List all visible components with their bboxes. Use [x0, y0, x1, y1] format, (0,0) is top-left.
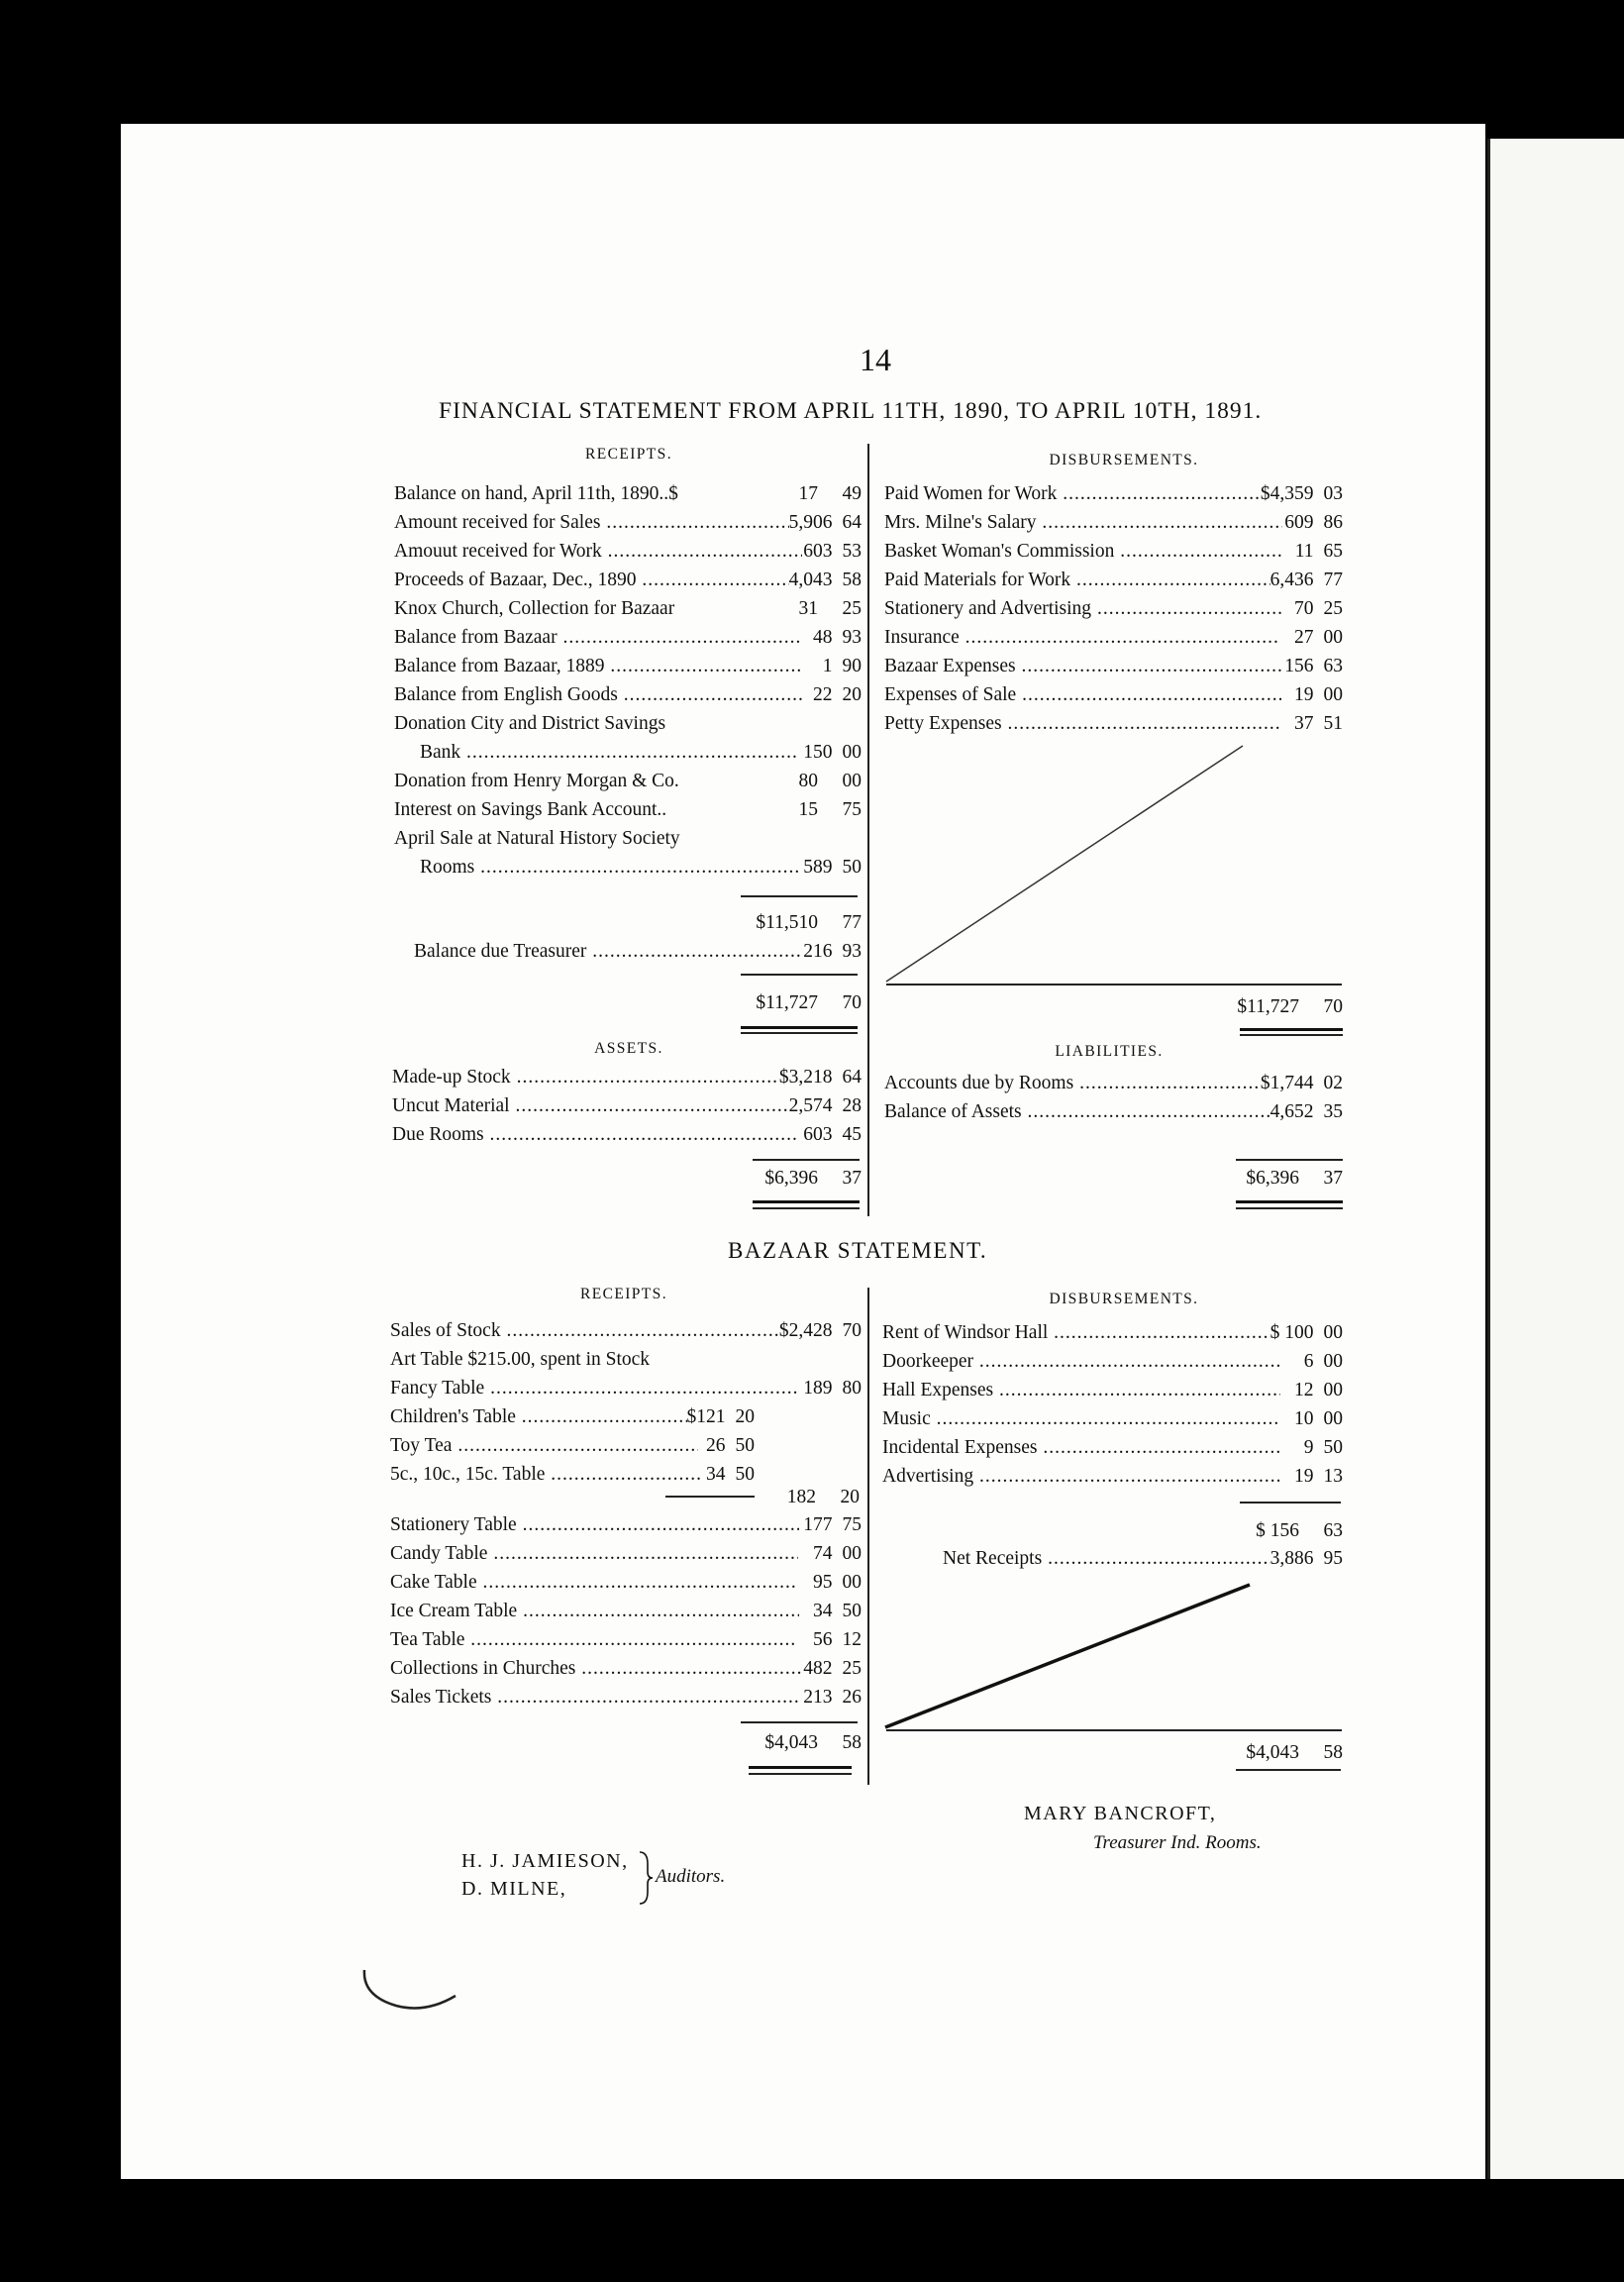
- row-label: Balance of Assets .....: [884, 1098, 1270, 1125]
- row-label: Bank .....: [394, 739, 798, 766]
- row-cents: [818, 1346, 862, 1373]
- row-label: Bazaar Expenses .....: [884, 653, 1281, 679]
- row-cents: 53: [842, 541, 862, 562]
- ledger-row: [390, 1598, 862, 1624]
- row-label: Hall Expenses .....: [882, 1377, 1280, 1403]
- double-rule-2: [1240, 1034, 1343, 1036]
- double-rule-2: [1236, 1207, 1343, 1209]
- ledger-row: [394, 567, 862, 593]
- ledger-row: [884, 595, 1343, 622]
- ledger-row: [394, 480, 862, 507]
- ledger-row: [392, 1092, 862, 1119]
- row-dollars: 70: [1294, 598, 1314, 619]
- row-cents: 50: [735, 1464, 755, 1485]
- row-cents: 25: [842, 598, 862, 619]
- row-dollars: 22: [813, 684, 833, 705]
- row-cents: 50: [1323, 1437, 1343, 1458]
- liabilities-total-row: $6,396 37: [1246, 1168, 1343, 1189]
- row-cents: 50: [842, 1601, 862, 1621]
- row-label: Accounts due by Rooms .....: [884, 1070, 1261, 1096]
- bazaar-cancel-line: [881, 1577, 1258, 1735]
- row-label: Mrs. Milne's Salary .....: [884, 509, 1282, 536]
- ledger-row: [390, 1346, 862, 1373]
- document-page: [121, 124, 1485, 2179]
- receipts-heading: RECEIPTS.: [585, 446, 672, 463]
- double-rule: [1236, 1769, 1341, 1771]
- row-dollars: 37: [1294, 713, 1314, 734]
- row-cents: 77: [1323, 570, 1343, 590]
- auditor-name-1: H. J. JAMIESON,: [461, 1850, 629, 1872]
- row-cents: 90: [842, 656, 862, 676]
- row-dollars: 11: [1294, 541, 1314, 562]
- row-cents: 70: [842, 1320, 862, 1341]
- ledger-row: [394, 796, 862, 823]
- row-dollars: $3,218: [778, 1067, 833, 1088]
- row-label: Music .....: [882, 1405, 1278, 1432]
- row-label: Tea Table .....: [390, 1626, 797, 1653]
- row-cents: 26: [842, 1687, 862, 1708]
- ledger-row: [394, 681, 862, 708]
- row-dollars: 27: [1294, 627, 1314, 648]
- row-cents: [818, 825, 862, 852]
- auditor-name-2: D. MILNE,: [461, 1878, 567, 1900]
- ledger-row: [884, 624, 1343, 651]
- double-rule: [1236, 1200, 1343, 1203]
- row-cents: 28: [842, 1095, 862, 1116]
- ledger-row: [884, 653, 1343, 679]
- row-dollars: 34: [813, 1601, 833, 1621]
- row-dollars: 10: [1294, 1408, 1314, 1429]
- row-label: Art Table $215.00, spent in Stock: [390, 1349, 651, 1370]
- treasurer-title: Treasurer Ind. Rooms.: [1093, 1832, 1262, 1853]
- row-dollars: 95: [813, 1572, 833, 1593]
- row-label: Sales of Stock .....: [390, 1317, 779, 1344]
- row-label: Basket Woman's Commission .....: [884, 538, 1284, 565]
- row-dollars: 189: [803, 1378, 833, 1399]
- row-cents: 58: [842, 570, 862, 590]
- row-dollars: 17: [798, 483, 818, 504]
- net-receipts-row: Net Receipts ..... 3,886 95: [943, 1545, 1343, 1572]
- row-cents: 51: [1323, 713, 1343, 734]
- row-label: Petty Expenses .....: [884, 710, 1281, 737]
- ledger-row: [394, 653, 862, 679]
- row-dollars: 31: [798, 598, 818, 619]
- row-dollars: 4,652: [1269, 1101, 1314, 1122]
- liabilities-heading: LIABILITIES.: [1055, 1043, 1164, 1060]
- row-dollars: 56: [813, 1629, 833, 1650]
- ledger-row: [394, 538, 862, 565]
- row-dollars: 177: [803, 1514, 833, 1535]
- row-dollars: 589: [803, 857, 833, 878]
- row-cents: 00: [842, 1572, 862, 1593]
- bazaar-disbursements-heading: DISBURSEMENTS.: [1049, 1291, 1199, 1307]
- ledger-row: [390, 1569, 862, 1596]
- row-dollars: 5,906: [788, 512, 833, 533]
- ledger-row: [390, 1655, 862, 1682]
- row-cents: 63: [1323, 656, 1343, 676]
- total-rule: [741, 974, 858, 976]
- bazaar-receipts-heading: RECEIPTS.: [580, 1286, 667, 1302]
- row-dollars: 156: [1284, 656, 1314, 676]
- row-dollars: 48: [813, 627, 833, 648]
- row-cents: 35: [1323, 1101, 1343, 1122]
- disbursements-total-row: $11,727 70: [1237, 996, 1343, 1017]
- row-dollars: 12: [1294, 1380, 1314, 1400]
- row-dollars: 9: [1303, 1437, 1314, 1458]
- ledger-row: [394, 825, 862, 852]
- row-label: Due Rooms .....: [392, 1121, 798, 1148]
- assets-heading: ASSETS.: [594, 1040, 663, 1057]
- ledger-row: [394, 854, 862, 881]
- double-rule: [749, 1766, 852, 1769]
- ledger-row: [882, 1463, 1343, 1490]
- financial-statement-title: FINANCIAL STATEMENT FROM APRIL 11TH, 1890, TO APRIL 10TH, 1891.: [439, 398, 1263, 424]
- receipts-subtotal-row: $11,510 77: [756, 912, 862, 933]
- row-dollars: 213: [803, 1687, 833, 1708]
- page-number: 14: [860, 342, 891, 377]
- ledger-row: [884, 1098, 1343, 1125]
- row-label: Uncut Material .....: [392, 1092, 789, 1119]
- ledger-row: [390, 1684, 862, 1711]
- liabilities-rule: [1236, 1159, 1343, 1161]
- row-cents: 00: [1323, 1351, 1343, 1372]
- subtotal-rule: [741, 895, 858, 897]
- ledger-row: [394, 509, 862, 536]
- treasurer-name: MARY BANCROFT,: [1024, 1803, 1217, 1824]
- row-dollars: 2,574: [788, 1095, 833, 1116]
- double-rule: [1240, 1028, 1343, 1031]
- row-label: Donation from Henry Morgan & Co.: [394, 771, 679, 791]
- row-label: Ice Cream Table .....: [390, 1598, 799, 1624]
- disbursements-rule: [886, 984, 1342, 985]
- row-dollars: 80: [798, 771, 818, 791]
- row-label: Children's Table .....: [390, 1403, 687, 1430]
- bazaar-receipts-rule: [741, 1721, 858, 1723]
- row-cents: 64: [842, 1067, 862, 1088]
- row-label: Interest on Savings Bank Account..: [394, 799, 667, 820]
- row-label: Proceeds of Bazaar, Dec., 1890 .....: [394, 567, 789, 593]
- ledger-row: [884, 480, 1343, 507]
- double-rule-2: [741, 1032, 858, 1034]
- ledger-row: [884, 681, 1343, 708]
- column-divider: [867, 444, 869, 1216]
- ledger-row: [394, 624, 862, 651]
- row-cents: 45: [842, 1124, 862, 1145]
- ledger-row: [884, 710, 1343, 737]
- ledger-row: [390, 1403, 755, 1430]
- ledger-row: [390, 1317, 862, 1344]
- row-label: Balance from English Goods .....: [394, 681, 802, 708]
- row-dollars: [749, 1346, 818, 1373]
- row-dollars: 6: [1303, 1351, 1314, 1372]
- sub-items-total-row: 182 20: [786, 1487, 860, 1507]
- row-dollars: 1: [822, 656, 833, 676]
- ledger-row: [882, 1319, 1343, 1346]
- ledger-row: [882, 1348, 1343, 1375]
- ledger-row: [394, 768, 862, 794]
- ledger-row: [882, 1405, 1343, 1432]
- row-cents: 03: [1323, 483, 1343, 504]
- row-dollars: 34: [706, 1464, 726, 1485]
- row-cents: 86: [1323, 512, 1343, 533]
- ledger-row: [392, 1121, 862, 1148]
- row-cents: [818, 710, 862, 737]
- row-cents: 25: [842, 1658, 862, 1679]
- row-label: Collections in Churches .....: [390, 1655, 801, 1682]
- ink-mark: [356, 1966, 465, 2025]
- row-label: Paid Women for Work .....: [884, 480, 1261, 507]
- row-label: Sales Tickets .....: [390, 1684, 798, 1711]
- row-dollars: 6,436: [1269, 570, 1314, 590]
- row-cents: 50: [842, 857, 862, 878]
- row-label: Fancy Table .....: [390, 1375, 798, 1401]
- ledger-row: [390, 1432, 755, 1459]
- row-dollars: 603: [803, 541, 833, 562]
- row-label: Stationery and Advertising .....: [884, 595, 1284, 622]
- receipts-total-row: $11,727 70: [756, 992, 862, 1013]
- row-label: Doorkeeper .....: [882, 1348, 1280, 1375]
- row-dollars: [749, 825, 818, 852]
- row-cents: 49: [842, 483, 862, 504]
- row-label: Balance from Bazaar, 1889 .....: [394, 653, 802, 679]
- double-rule-2: [753, 1207, 860, 1209]
- row-cents: 13: [1323, 1466, 1343, 1487]
- double-rule-2: [749, 1773, 852, 1775]
- row-dollars: 603: [803, 1124, 833, 1145]
- row-label: April Sale at Natural History Society: [394, 828, 680, 849]
- ledger-row: [390, 1375, 862, 1401]
- ledger-row: [394, 595, 862, 622]
- bazaar-column-divider: [867, 1288, 869, 1785]
- ledger-row: [882, 1377, 1343, 1403]
- auditors-label: Auditors.: [656, 1866, 726, 1887]
- row-dollars: 15: [798, 799, 818, 820]
- ledger-row: [392, 1064, 862, 1090]
- row-dollars: $121: [686, 1406, 726, 1427]
- row-cents: 00: [842, 771, 862, 791]
- row-label: Balance on hand, April 11th, 1890..$: [394, 483, 678, 504]
- cancel-line: [884, 738, 1251, 985]
- row-dollars: $1,744: [1260, 1073, 1314, 1093]
- ledger-row: [884, 567, 1343, 593]
- row-cents: 80: [842, 1378, 862, 1399]
- disbursements-heading: DISBURSEMENTS.: [1049, 452, 1199, 468]
- row-cents: 00: [842, 742, 862, 763]
- ledger-row: [394, 710, 862, 737]
- row-label: Incidental Expenses .....: [882, 1434, 1282, 1461]
- auditors-brace: [636, 1850, 656, 1906]
- bazaar-statement-title: BAZAAR STATEMENT.: [728, 1238, 988, 1263]
- row-label: Candy Table .....: [390, 1540, 798, 1567]
- row-cents: 20: [842, 684, 862, 705]
- row-cents: 00: [1323, 1322, 1343, 1343]
- row-label: Cake Table .....: [390, 1569, 797, 1596]
- row-cents: 02: [1323, 1073, 1343, 1093]
- row-cents: 00: [1323, 1380, 1343, 1400]
- row-cents: 12: [842, 1629, 862, 1650]
- row-cents: 64: [842, 512, 862, 533]
- double-rule: [753, 1200, 860, 1203]
- assets-rule: [753, 1159, 860, 1161]
- row-label: Toy Tea .....: [390, 1432, 698, 1459]
- bazaar-receipts-total-row: $4,043 58: [764, 1732, 862, 1753]
- row-label: Knox Church, Collection for Bazaar: [394, 598, 675, 619]
- row-cents: 00: [842, 1543, 862, 1564]
- row-dollars: $4,359: [1260, 483, 1314, 504]
- row-label: Rent of Windsor Hall .....: [882, 1319, 1270, 1346]
- row-cents: 25: [1323, 598, 1343, 619]
- row-dollars: [749, 710, 818, 737]
- row-dollars: $2,428: [778, 1320, 833, 1341]
- ledger-row: [882, 1434, 1343, 1461]
- row-dollars: 19: [1294, 1466, 1314, 1487]
- row-cents: 65: [1323, 541, 1343, 562]
- row-label: Amount received for Sales .....: [394, 509, 789, 536]
- row-cents: 93: [842, 627, 862, 648]
- row-dollars: 150: [803, 742, 833, 763]
- row-label: Amouut received for Work .....: [394, 538, 802, 565]
- adjacent-page-edge: [1487, 139, 1624, 2179]
- row-dollars: 482: [803, 1658, 833, 1679]
- row-cents: 75: [842, 799, 862, 820]
- row-label: Balance from Bazaar .....: [394, 624, 801, 651]
- row-label: Advertising .....: [882, 1463, 1280, 1490]
- row-cents: 00: [1323, 1408, 1343, 1429]
- row-dollars: 74: [813, 1543, 833, 1564]
- row-cents: 00: [1323, 627, 1343, 648]
- row-label: 5c., 10c., 15c. Table .....: [390, 1461, 701, 1488]
- row-cents: 20: [735, 1406, 755, 1427]
- ledger-row: [394, 739, 862, 766]
- row-dollars: 609: [1284, 512, 1314, 533]
- balance-due-row: Balance due Treasurer ..... 216 93: [414, 938, 862, 965]
- row-label: Insurance .....: [884, 624, 1279, 651]
- ledger-row: [390, 1626, 862, 1653]
- row-cents: 00: [1323, 684, 1343, 705]
- row-label: Made-up Stock .....: [392, 1064, 779, 1090]
- row-label: Stationery Table .....: [390, 1511, 799, 1538]
- row-label: Rooms .....: [394, 854, 799, 881]
- bazaar-disb-subtotal-row: $ 156 63: [1256, 1520, 1343, 1541]
- row-label: Donation City and District Savings: [394, 713, 666, 734]
- ledger-row: [884, 538, 1343, 565]
- row-cents: 50: [735, 1435, 755, 1456]
- row-label: Expenses of Sale .....: [884, 681, 1281, 708]
- bazaar-disb-rule: [1240, 1502, 1341, 1504]
- double-rule: [741, 1026, 858, 1029]
- ledger-row: [884, 509, 1343, 536]
- bazaar-disb-bottom-rule: [886, 1729, 1342, 1731]
- ledger-row: [390, 1511, 862, 1538]
- row-dollars: 26: [706, 1435, 726, 1456]
- assets-total-row: $6,396 37: [764, 1168, 862, 1189]
- row-dollars: $ 100: [1269, 1322, 1314, 1343]
- ledger-row: [390, 1540, 862, 1567]
- row-dollars: 4,043: [788, 570, 833, 590]
- row-cents: 75: [842, 1514, 862, 1535]
- row-dollars: 19: [1294, 684, 1314, 705]
- ledger-row: [884, 1070, 1343, 1096]
- bazaar-disb-total-row: $4,043 58: [1246, 1742, 1343, 1763]
- row-label: Paid Materials for Work .....: [884, 567, 1270, 593]
